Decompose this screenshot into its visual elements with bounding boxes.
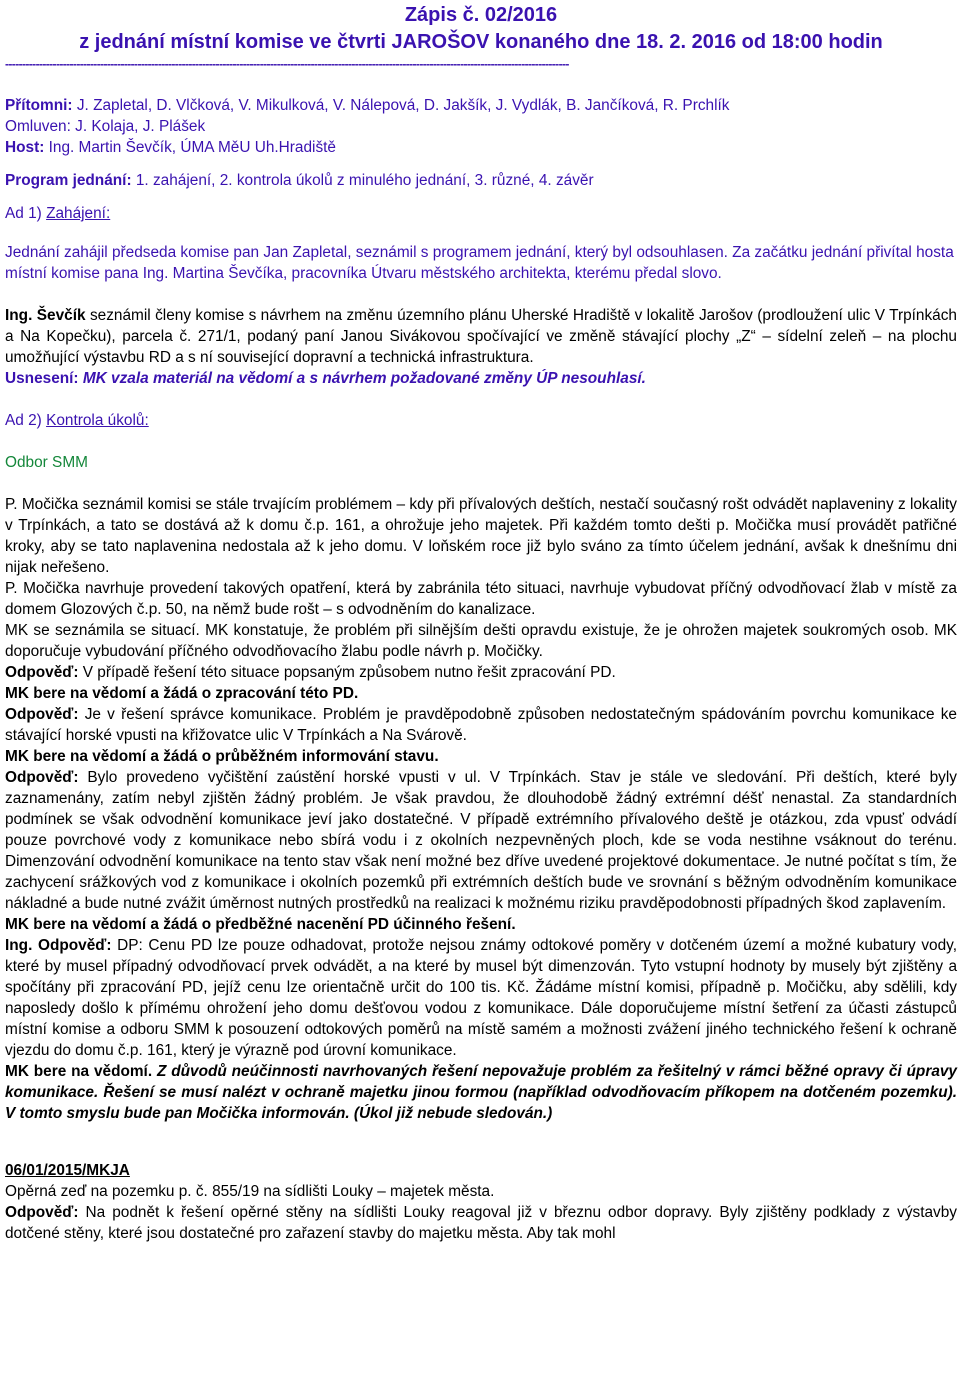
mk-response-1: MK bere na vědomí a žádá o zpracování této PD. <box>5 685 359 702</box>
ad1-resolution <box>5 368 957 389</box>
ad2-paragraph-2: P. Močička navrhuje provedení takových opatření, která by zabránila této situaci, navrhuje vybudovat příčný odvodňovací žlab v místě za domem Glozových č.p. 50, na němž bude rošt – s odvodněním do kanalizace. <box>5 580 957 618</box>
document-page <box>5 0 957 1244</box>
final-italic: Z důvodů neúčinnosti navrhovaných řešení nepovažuje problém za řešitelný v rámci běžné opravy či úpravy komunikace. Řešení se musí nalézt v ochraně majetku jinou formou (například odvodňovacím příkopem na dotčeném pozemku). V tomto smyslu bude pan Močička informován. (Úkol již nebude sledován.) <box>5 1063 957 1122</box>
program-label: Program jednání: <box>5 172 132 189</box>
title-divider: ---------------------------------------------------------------------------------------------------------------------------------------------------------------------- <box>5 57 569 71</box>
ad2-prefix: Ad 2) <box>5 412 47 429</box>
ad1-heading <box>5 203 957 224</box>
ad2-department: Odbor SMM <box>5 454 88 471</box>
answer-2-text: Je v řešení správce komunikace. Problém je pravděpodobně způsoben nedostatečným spádováním povrchu komunikace ke stávající horské vpusti na křižovatce ulic V Trpínkách a Na Svárově. <box>5 706 957 744</box>
ad2-p1-b: Močička <box>21 496 79 513</box>
final-bold: MK bere na vědomí. <box>5 1063 153 1080</box>
attendance-excused: Omluven: J. Kolaja, J. Plášek <box>5 118 206 135</box>
mk-final-response <box>5 1061 957 1124</box>
program-items: 1. zahájení, 2. kontrola úkolů z minulého jednání, 3. různé, 4. závěr <box>131 172 594 189</box>
program <box>5 170 957 191</box>
ad1-ing: Ing. <box>5 307 33 324</box>
ad2-heading <box>5 410 957 431</box>
document-subtitle: z jednání místní komise ve čtvrti JAROŠOV konaného dne 18. 2. 2016 od 18:00 hodin <box>79 31 883 53</box>
ad2-p1-c: seznámil komisi se stále trvajícím problémem – kdy při přívalových deštích, nestačí současný rošt odvádět naplaveniny z lokality v Trpínkách, a tato se dostává až k domu č.p. 161, a ohrožuje jeho majetek. Při každém tomto dešti p. Močička musí provádět patřičné kroky, aby se tato naplavenina nedostala až k jeho domu. V loňském roce již bylo sváno za tímto účelem jednání, avšak k dnešnímu dni nijak neřešeno. <box>5 496 957 576</box>
ad2-title: Kontrola úkolů: <box>46 412 149 429</box>
attendance-present <box>5 95 957 116</box>
task-answer <box>5 1202 957 1244</box>
task-code: 06/01/2015/MKJA <box>5 1162 130 1179</box>
answer-1-text: V případě řešení této situace popsaným způsobem nutno řešit zpracování PD. <box>78 664 616 681</box>
ad1-prefix: Ad 1) <box>5 205 47 222</box>
task-answer-text: Na podnět k řešení opěrné stěny na sídlišti Louky reagoval již v březnu odbor dopravy. Byly zjištěny podklady z výstavby dotčené stěny, které jsou dostatečné pro zařazení stavby do majetku města. Aby tak mohl <box>5 1204 957 1242</box>
present-label: Přítomni: <box>5 97 73 114</box>
document-title: Zápis č. 02/2016 <box>404 4 558 26</box>
guest-label: Host: <box>5 139 45 156</box>
answer-4 <box>5 935 957 1061</box>
answer-4-text: DP: Cenu PD lze pouze odhadovat, protože nejsou známy odtokové poměry v dotčeném území a možné kubatury vody, které by musel případný odvodňovací prvek odvádět, a na které by musel být dimenzován. Tyto vstupní hodnoty by musely být zjištěny a spočítány při zpracování PD, jejíž cenu lze orientačně určit do 100 tis. Kč. Žádáme místní komisi, případně p. Močičku, aby sdělili, kdy naposledy došlo k přímému ohrožení jeho domu dešťovou vodou z komunikace. Dále doporučujeme místní šetření za účasti zástupců místní komise a odboru SMM k posouzení odtokových poměrů na místě samém a možnosti zvážení jiného technického řešení k ochraně vjezdu do domu č.p. 161, který je výrazně pod úrovní komunikace. <box>5 937 957 1059</box>
resolution-label: Usnesení: <box>5 370 79 387</box>
ad1-paragraph-2 <box>5 305 957 368</box>
ad1-title: Zahájení: <box>46 205 111 222</box>
ad2-paragraph-3: MK se seznámila se situací. MK konstatuje, že problém při silnějším dešti opravdu existuje, že je ohrožen majetek soukromých osob. MK doporučuje vybudování příčného odvodňovacího žlabu podle návrh p. Močičky. <box>5 622 957 660</box>
guest-name: Ing. Martin Ševčík, ÚMA MěU Uh.Hradiště <box>44 139 336 156</box>
answer-3 <box>5 767 957 914</box>
answer-2 <box>5 704 957 746</box>
ad1-person: Ševčík <box>36 307 86 324</box>
ad2-p1-a: P. <box>5 496 22 513</box>
ad1-paragraph-1: Jednání zahájil předseda komise pan Jan Zapletal, seznámil s programem jednání, který byl odsouhlasen. Za začátku jednání přivítal hosta místní komise pana Ing. Martina Ševčíka, pracovníka Útvaru městského architekta, kterému předal slovo. <box>5 244 954 282</box>
mk-response-3: MK bere na vědomí a žádá o předběžné nacenění PD účinného řešení. <box>5 916 516 933</box>
task-title: Opěrná zeď na pozemku p. č. 855/19 na sídlišti Louky – majetek města. <box>5 1183 495 1200</box>
answer-4-label: Odpověď: <box>32 937 112 954</box>
answer-1-label: Odpověď: <box>5 664 79 681</box>
answer-2-label: Odpověď: <box>5 706 79 723</box>
answer-1 <box>5 662 957 683</box>
ad2-paragraph-1 <box>5 494 957 578</box>
present-list: J. Zapletal, D. Vlčková, V. Mikulková, V. Nálepová, D. Jakšík, J. Vydlák, B. Jančíková, R. Prchlík <box>72 97 730 114</box>
answer-3-label: Odpověď: <box>5 769 79 786</box>
task-answer-label: Odpověď: <box>5 1204 79 1221</box>
answer-3-text: Bylo provedeno vyčištění zaústění horské vpusti v ul. V Trpínkách. Stav je stále ve sledování. Při deštích, které byly zaznamenány, zatím nebyl zjištěn žádný problém. Je však pravdou, že dlouhodobě žádný extrémní déšť nenastal. Za standardních podmínek se však odvodnění komunikace jeví jako dostatečné. V případě extrémního přívalového deště je otázkou, zda vpusť odvádí pouze povrchové vody z komunikace nebo sbírá vodu i z okolních nezpevněných ploch, kde se voda nestihne vsáknout do terénu. Dimenzování odvodnění komunikace na tento stav však není možné bez dříve uvedené projektové dokumentace. Je nutné počítat s tím, že zachycení srážkových vod z komunikace i okolních pozemků při extrémních deštích bude ve srovnání s běžným odvodněním komunikace nákladné a bude nutné zvážit úměrnost nutných prostředků na realizaci k možnému riziku pravděpodobnosti případných škod zaplavením. <box>5 769 957 912</box>
ad1-p2-text: seznámil členy komise s návrhem na změnu územního plánu Uherské Hradiště v lokalitě Jarošov (prodloužení ulic V Trpínkách a Na Kopečku), parcela č. 271/1, podaný paní Janou Sivákovou spočívající ve změně stávající plochy „Z“ – sídelní zeleň – na plochu umožňující výstavbu RD a s ní související dopravní a technická infrastruktura. <box>5 307 957 366</box>
mk-response-2: MK bere na vědomí a žádá o průběžném informování stavu. <box>5 748 439 765</box>
answer-4-ing: Ing. <box>5 937 33 954</box>
attendance-guest <box>5 137 957 158</box>
resolution-text: MK vzala materiál na vědomí a s návrhem požadované změny ÚP nesouhlasí. <box>78 370 646 387</box>
